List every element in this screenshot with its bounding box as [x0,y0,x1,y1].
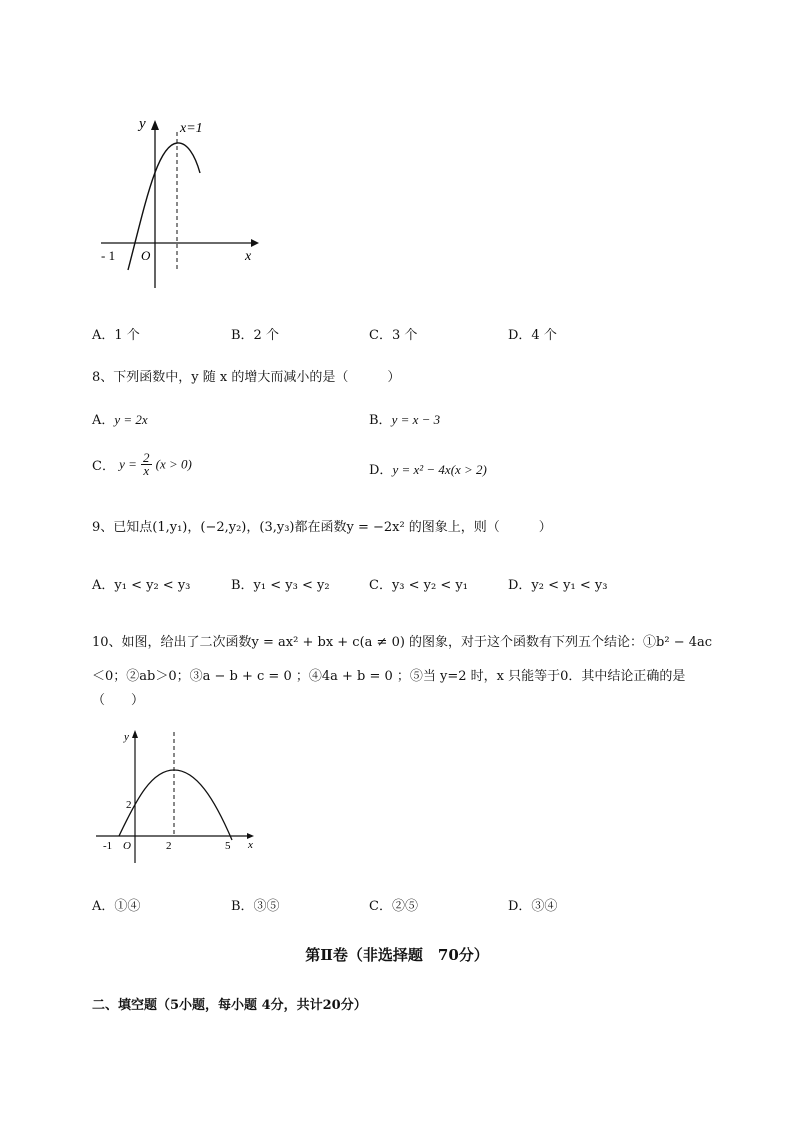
q8-option-b-expr: y = x − 3 [391,412,441,427]
q10-option-b[interactable]: B．③⑤ [231,899,280,914]
graph-q7 [95,110,265,295]
neg-one-label: - 1 [101,248,116,263]
q8-option-a[interactable] [92,409,148,428]
y2-label: 2 [126,799,132,811]
q10-stem-line2: ＜0；②ab＞0；③a − b + c = 0 ；④4a + b = 0 ；⑤当 y=2 时，x 只能等于0．其中结论正确的是 [92,669,686,684]
origin-label: O [141,248,151,263]
q8-stem: 8、下列函数中，y 随 x 的增大而减小的是（ ） [92,370,401,385]
q10-option-d[interactable]: D．③④ [508,899,558,914]
q10-stem-line3: （ ） [92,693,145,708]
q8-option-c-lhs: y = [119,456,137,472]
x-axis-label: x [245,249,252,264]
q8-option-c-fraction [141,452,152,477]
y-axis-label: y [124,731,129,743]
q7-option-d[interactable]: D．4 个 [508,328,557,343]
y-axis-arrow [151,120,159,130]
y-axis-label: y [139,116,146,132]
q9-option-b[interactable]: B．y₁ < y₃ < y₂ [231,578,330,593]
x-axis-label: x [248,839,253,851]
x1-label: x=1 [180,121,203,136]
neg-one-label: -1 [103,840,113,852]
x-axis-arrow [251,239,259,247]
q8-option-d[interactable] [369,459,487,478]
q8-option-d-expr: y = x² − 4x(x > 2) [392,462,487,477]
parabola-curve [128,143,200,270]
x5-label: 5 [225,840,231,852]
fraction-denominator: x [143,463,150,478]
q9-option-c[interactable]: C．y₃ < y₂ < y₁ [369,578,468,593]
q8-option-b[interactable] [369,409,440,428]
q8-option-c-letter: C． [92,459,115,474]
fraction-numerator: 2 [143,450,150,465]
q8-option-d-letter: D． [369,463,393,478]
q7-option-c[interactable]: C．3 个 [369,328,418,343]
q8-option-a-expr: y = 2x [114,412,148,427]
q9-option-a[interactable]: A．y₁ < y₂ < y₃ [92,578,191,593]
q8-option-a-letter: A． [92,413,115,428]
q7-option-a[interactable]: A．1 个 [92,328,140,343]
q7-option-b[interactable]: B．2 个 [231,328,279,343]
q10-option-a[interactable]: A．①④ [92,899,141,914]
origin-label: O [123,840,131,852]
q8-option-c[interactable] [92,452,192,477]
part-two-heading: 二、填空题（5小题，每小题 4分，共计20分） [92,998,367,1013]
section-title: 第Ⅱ卷（非选择题 70分） [305,946,489,964]
q10-stem-line1: 10、如图，给出了二次函数y = ax² + bx + c(a ≠ 0) 的图象，对于这个函数有下列五个结论：①b² − 4ac [92,635,713,650]
y-axis-arrow [132,730,138,738]
q8-option-b-letter: B． [369,413,392,428]
x2-label: 2 [166,840,172,852]
q9-stem: 9、已知点(1,y₁)，(−2,y₂)，(3,y₃)都在函数y = −2x² 的图象上，则（ ） [92,520,552,535]
graph-q10 [92,728,262,868]
q8-option-c-tail: (x > 0) [155,456,192,472]
parabola-curve [119,770,232,840]
q10-option-c[interactable]: C．②⑤ [369,899,418,914]
q9-option-d[interactable]: D．y₂ < y₁ < y₃ [508,578,608,593]
